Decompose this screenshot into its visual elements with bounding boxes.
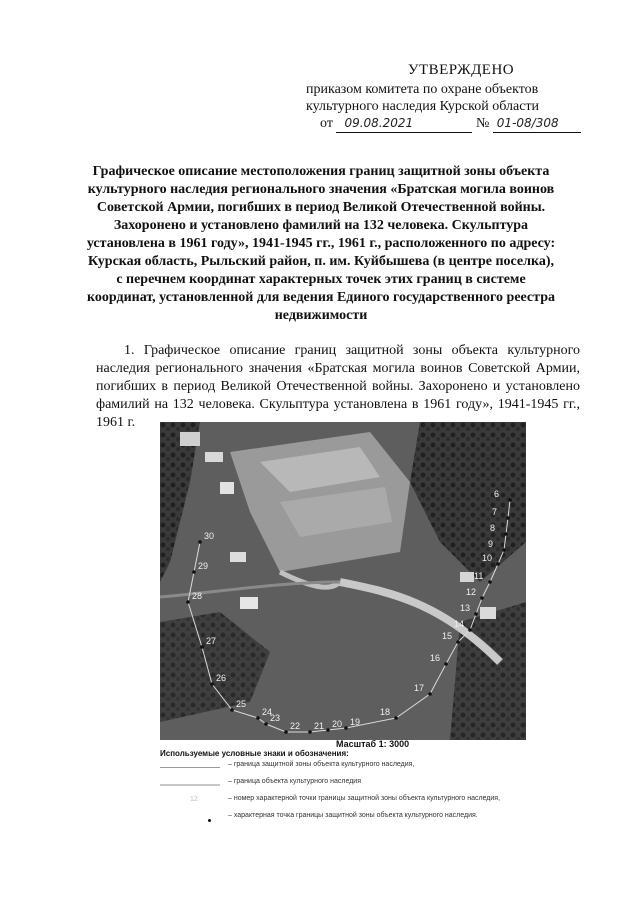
aerial-map [160, 422, 526, 740]
point-label: 25 [236, 699, 247, 709]
boundary-point [264, 722, 268, 726]
point-label: 28 [192, 591, 203, 601]
boundary-point [504, 532, 508, 536]
map-scale: Масштаб 1: 3000 [336, 739, 410, 749]
section-1-paragraph: 1. Графическое описание границ защитной зоны объекта культурного наследия регионального значения «Братская могила воинов Советской Армии, погибших в период Великой Отечественной войны. Захоронено и установлено фамилий на 132 человека. Скульптура установлена в 1961 году», 1941-1945 гг., 1961 г. [96, 343, 580, 430]
point-label: 19 [350, 717, 361, 727]
approval-stamp [306, 62, 586, 133]
boundary-point [230, 708, 234, 712]
boundary-point [468, 628, 472, 632]
boundary-point [474, 612, 478, 616]
boundary-point [506, 516, 510, 520]
point-label: 7 [492, 507, 498, 517]
point-label: 20 [332, 719, 343, 729]
point-label: 15 [442, 631, 453, 641]
point-label: 6 [494, 489, 500, 499]
boundary-point [496, 562, 500, 566]
point-symbol [160, 815, 220, 821]
date-prefix: от [320, 116, 333, 131]
point-label: 26 [216, 673, 227, 683]
approval-line-1: приказом комитета по охране объектов [306, 82, 539, 97]
number-value: 01-08/308 [493, 115, 581, 133]
point-label: 22 [290, 721, 301, 731]
legend-item-text: – граница объекта культурного наследия [228, 778, 361, 785]
boundary-point [186, 600, 190, 604]
boundary-point [198, 540, 202, 544]
legend [160, 760, 540, 828]
legend-item-text: – номер характерной точки границы защитной зоны объекта культурного наследия, [228, 795, 501, 802]
boundary-point [192, 570, 196, 574]
point-dot [208, 819, 211, 822]
date-value: 09.08.2021 [336, 115, 472, 133]
boundary-point [256, 716, 260, 720]
boundary-point [444, 662, 448, 666]
legend-item-text: – граница защитной зоны объекта культурного наследия, [228, 761, 415, 768]
point-label: 8 [490, 523, 496, 533]
point-label: 9 [488, 539, 494, 549]
point-label: 17 [414, 683, 425, 693]
legend-item-object-boundary [160, 777, 540, 794]
zone-boundary-symbol [160, 767, 220, 774]
boundary-point [344, 726, 348, 730]
boundary-point [200, 645, 204, 649]
point-label: 29 [198, 561, 209, 571]
point-label: 18 [380, 707, 391, 717]
number-prefix: № [475, 116, 490, 131]
point-label: 11 [474, 571, 484, 581]
approval-date-line [320, 115, 586, 133]
approval-line-2: культурного наследия Курской области [306, 99, 540, 114]
boundary-point [488, 580, 492, 584]
legend-item-zone-boundary [160, 760, 540, 777]
legend-item-point [160, 811, 540, 828]
point-label: 13 [460, 603, 471, 613]
boundary-point [480, 596, 484, 600]
boundary-point [308, 730, 312, 734]
boundary-point [326, 728, 330, 732]
point-label: 24 [262, 707, 273, 717]
boundary-point [502, 548, 506, 552]
legend-title: Используемые условные знаки и обозначения: [160, 749, 349, 758]
approval-heading: УТВЕРЖДЕНО [407, 62, 515, 78]
point-label: 14 [454, 619, 465, 629]
boundary-point [456, 640, 460, 644]
point-label: 23 [270, 713, 281, 723]
point-label: 16 [430, 653, 441, 663]
boundary-point [508, 498, 512, 502]
point-label: 10 [482, 553, 493, 563]
point-label: 30 [204, 531, 215, 541]
point-number-sample: 12 [190, 796, 198, 803]
boundary-point [394, 716, 398, 720]
object-boundary-symbol [160, 784, 220, 792]
document-title: Графическое описание местоположения границ защитной зоны объекта культурного наследия регионального значения «Братская могила воинов Советской Армии, погибших в период Великой Отечественной войны. Захоронено и установлено фамилий на 132 человека. Скульптура установлена в 1961 году», 1941-1945 гг., 1961 г., расположенного по адресу: Курская область, Рыльский район, п. им. Куйбышева (в центре поселка), с перечнем координат характерных точек этих границ в системе координат, установленной для ведения Единого государственного реестра недвижимости [86, 164, 556, 323]
point-label: 12 [466, 587, 477, 597]
boundary-point [210, 682, 214, 686]
point-label: 21 [314, 721, 325, 731]
legend-item-point-number [160, 794, 540, 811]
boundary-point [428, 692, 432, 696]
boundary-point [284, 730, 288, 734]
legend-item-text: – характерная точка границы защитной зоны объекта культурного наследия. [228, 812, 478, 819]
point-label: 27 [206, 636, 217, 646]
point-number-symbol [160, 798, 220, 804]
map-image [160, 422, 526, 740]
